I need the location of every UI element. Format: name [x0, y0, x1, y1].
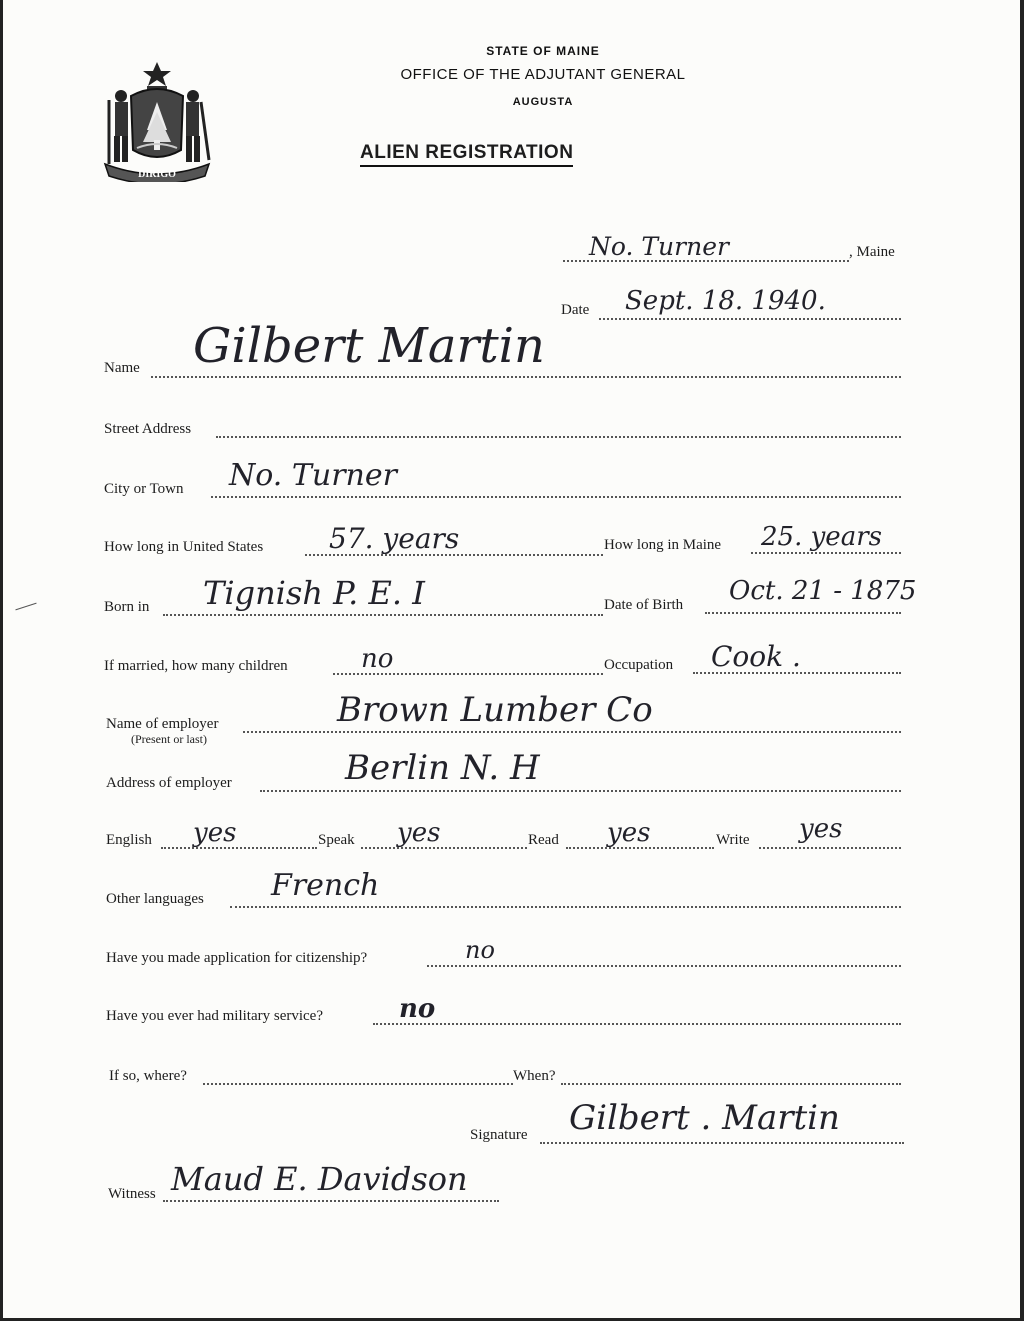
witness-label: Witness: [108, 1186, 156, 1202]
children-label: If married, how many children: [104, 658, 288, 674]
other-languages-entry[interactable]: French: [271, 868, 380, 903]
where-label: If so, where?: [109, 1068, 187, 1084]
speak-line: [361, 847, 527, 849]
street-label: Street Address: [104, 421, 192, 437]
street-line: [216, 436, 901, 438]
english-label: English: [106, 832, 152, 848]
years-maine-line: [751, 552, 901, 554]
city-label: City or Town: [104, 481, 184, 497]
write-label: Write: [716, 832, 750, 848]
town-entry[interactable]: No. Turner: [589, 232, 729, 261]
born-label: Born in: [104, 599, 150, 615]
dob-line: [705, 612, 901, 614]
children-entry[interactable]: no: [361, 644, 394, 674]
speak-entry[interactable]: yes: [397, 818, 441, 848]
citizenship-label: Have you made application for citizenship?: [106, 950, 368, 966]
date-line: [599, 318, 901, 320]
state-heading: STATE OF MAINE: [486, 44, 600, 58]
english-line: [161, 847, 317, 849]
margin-mark: [15, 603, 36, 611]
employer-entry[interactable]: Brown Lumber Co: [337, 690, 653, 730]
english-entry[interactable]: yes: [193, 818, 237, 848]
signature-label: Signature: [470, 1127, 528, 1143]
citizenship-entry[interactable]: no: [465, 936, 495, 964]
write-entry[interactable]: yes: [799, 814, 843, 844]
citizenship-line: [427, 965, 901, 967]
other-languages-line: [230, 906, 901, 908]
where-line: [203, 1083, 513, 1085]
write-line: [759, 847, 901, 849]
employer-address-entry[interactable]: Berlin N. H: [345, 748, 540, 788]
name-entry[interactable]: Gilbert Martin: [193, 318, 545, 374]
years-us-entry[interactable]: 57. years: [329, 522, 460, 555]
read-entry[interactable]: yes: [607, 818, 651, 848]
born-line: [163, 614, 603, 616]
seal-motto: DIRIGO: [138, 169, 176, 180]
signature-line: [540, 1142, 904, 1144]
name-label: Name: [104, 360, 140, 376]
years-maine-label: How long in Maine: [604, 537, 722, 553]
dob-label: Date of Birth: [604, 597, 684, 613]
military-entry[interactable]: no: [399, 994, 436, 1024]
maine-state-seal-icon: [101, 60, 213, 182]
employer-address-line: [260, 790, 901, 792]
when-label: When?: [513, 1068, 556, 1084]
years-us-label: How long in United States: [104, 539, 264, 555]
state-suffix-label: , Maine: [849, 244, 895, 260]
other-languages-label: Other languages: [106, 891, 204, 907]
when-line: [561, 1083, 901, 1085]
employer-line: [243, 731, 901, 733]
office-heading: OFFICE OF THE ADJUTANT GENERAL: [400, 66, 686, 83]
name-line: [151, 376, 901, 378]
witness-entry[interactable]: Maud E. Davidson: [171, 1160, 468, 1198]
born-entry[interactable]: Tignish P. E. I: [203, 574, 425, 612]
military-label: Have you ever had military service?: [106, 1008, 323, 1024]
form-title: ALIEN REGISTRATION: [360, 142, 573, 167]
city-line: [211, 496, 901, 498]
date-entry[interactable]: Sept. 18. 1940.: [625, 286, 826, 316]
years-maine-entry[interactable]: 25. years: [761, 522, 882, 552]
date-label: Date: [561, 302, 590, 318]
occupation-entry[interactable]: Cook .: [711, 640, 801, 673]
military-line: [373, 1023, 901, 1025]
dob-entry[interactable]: Oct. 21 - 1875: [729, 576, 917, 606]
employer-label: Name of employer: [106, 716, 219, 732]
occupation-label: Occupation: [604, 657, 674, 673]
speak-label: Speak: [318, 832, 355, 848]
employer-address-label: Address of employer: [106, 775, 232, 791]
city-entry[interactable]: No. Turner: [229, 458, 397, 493]
employer-sublabel: (Present or last): [131, 732, 207, 746]
signature-entry[interactable]: Gilbert . Martin: [569, 1098, 840, 1138]
read-label: Read: [528, 832, 559, 848]
witness-line: [163, 1200, 499, 1202]
city-heading: AUGUSTA: [512, 96, 574, 108]
